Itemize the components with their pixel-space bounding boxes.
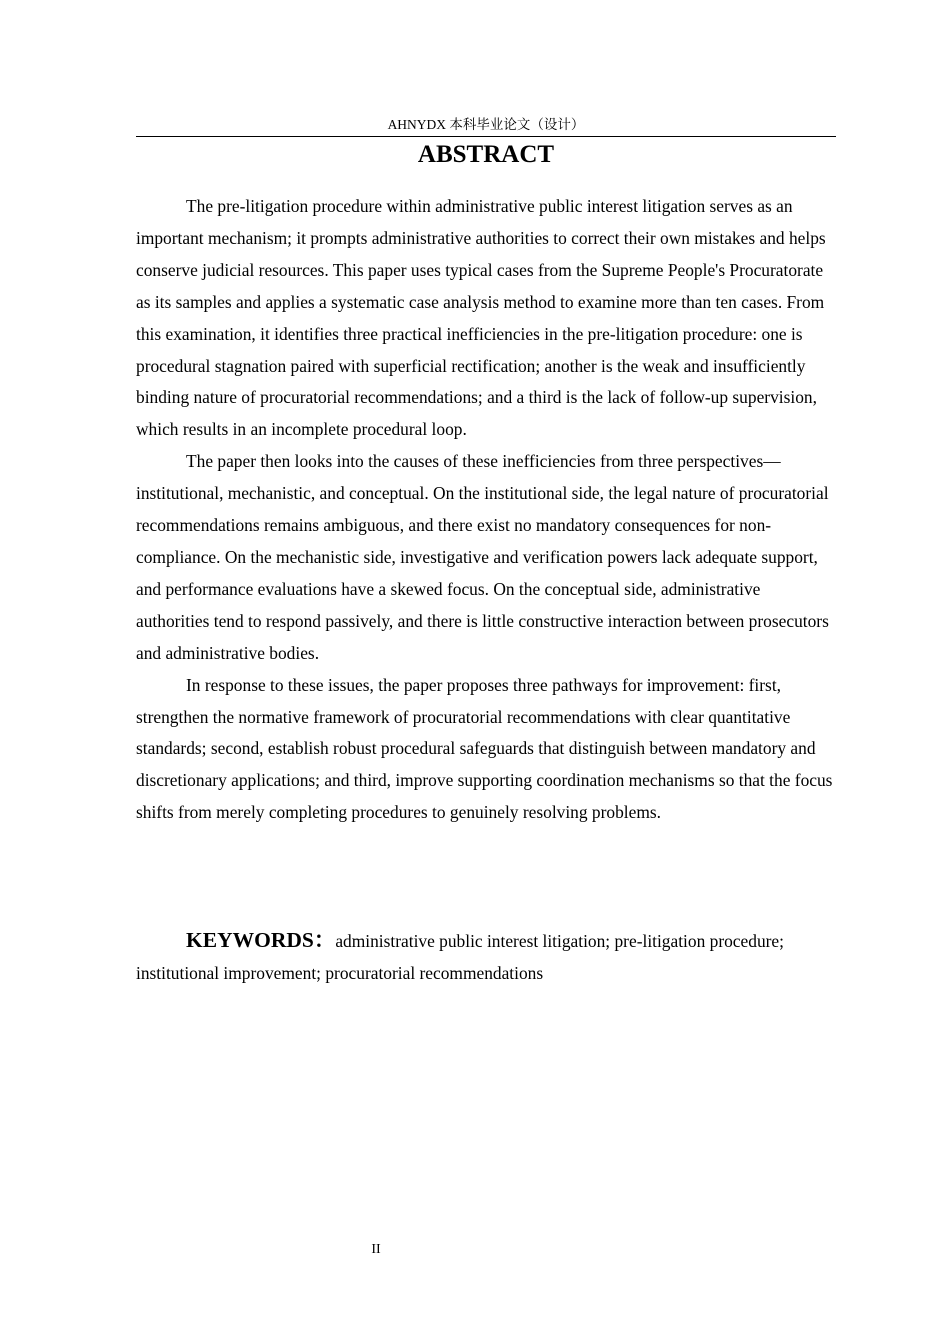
page-number: II: [371, 1242, 381, 1257]
abstract-title: ABSTRACT: [417, 141, 555, 168]
abstract-paragraph-3: In response to these issues, the paper proposes three pathways for improvement: first, strengthen the normative framework of procuratorial recommendations with clear quantitative standards; second, establish robust procedural safeguards that distinguish between mandatory and discretionary applications; and third, improve supporting coordination mechanisms so that the focus shifts from merely completing procedures to genuinely resolving problems.: [136, 674, 833, 823]
keywords-block: [136, 925, 836, 990]
running-header: AHNYDX 本科毕业论文（设计）: [387, 117, 585, 132]
abstract-paragraph-1: The pre-litigation procedure within administrative public interest litigation serves as an important mechanism; it prompts administrative authorities to correct their own mistakes and helps conserve judicial resources. This paper uses typical cases from the Supreme People's Procuratorate as its samples and applies a systematic case analysis method to examine more than ten cases. From this examination, it identifies three practical inefficiencies in the pre-litigation procedure: one is procedural stagnation paired with superficial rectification; another is the weak and insufficiently binding nature of procuratorial recommendations; and a third is the lack of follow-up supervision, which results in an incomplete procedural loop.: [136, 196, 826, 440]
abstract-paragraph-2: The paper then looks into the causes of these inefficiencies from three perspectives—institutional, mechanistic, and conceptual. On the institutional side, the legal nature of procuratorial recommendations remains ambiguous, and there exist no mandatory consequences for non-compliance. On the mechanistic side, investigative and verification powers lack adequate support, and performance evaluations have a skewed focus. On the conceptual side, administrative authorities tend to respond passively, and there is little constructive interaction between prosecutors and administrative bodies.: [136, 451, 829, 663]
keywords-text: administrative public interest litigation; pre-litigation procedure; institutional improvement; procuratorial recommendations: [136, 931, 784, 983]
header-rule: [136, 136, 836, 137]
keywords-label: KEYWORDS：: [186, 928, 336, 952]
abstract-body: [136, 191, 836, 829]
